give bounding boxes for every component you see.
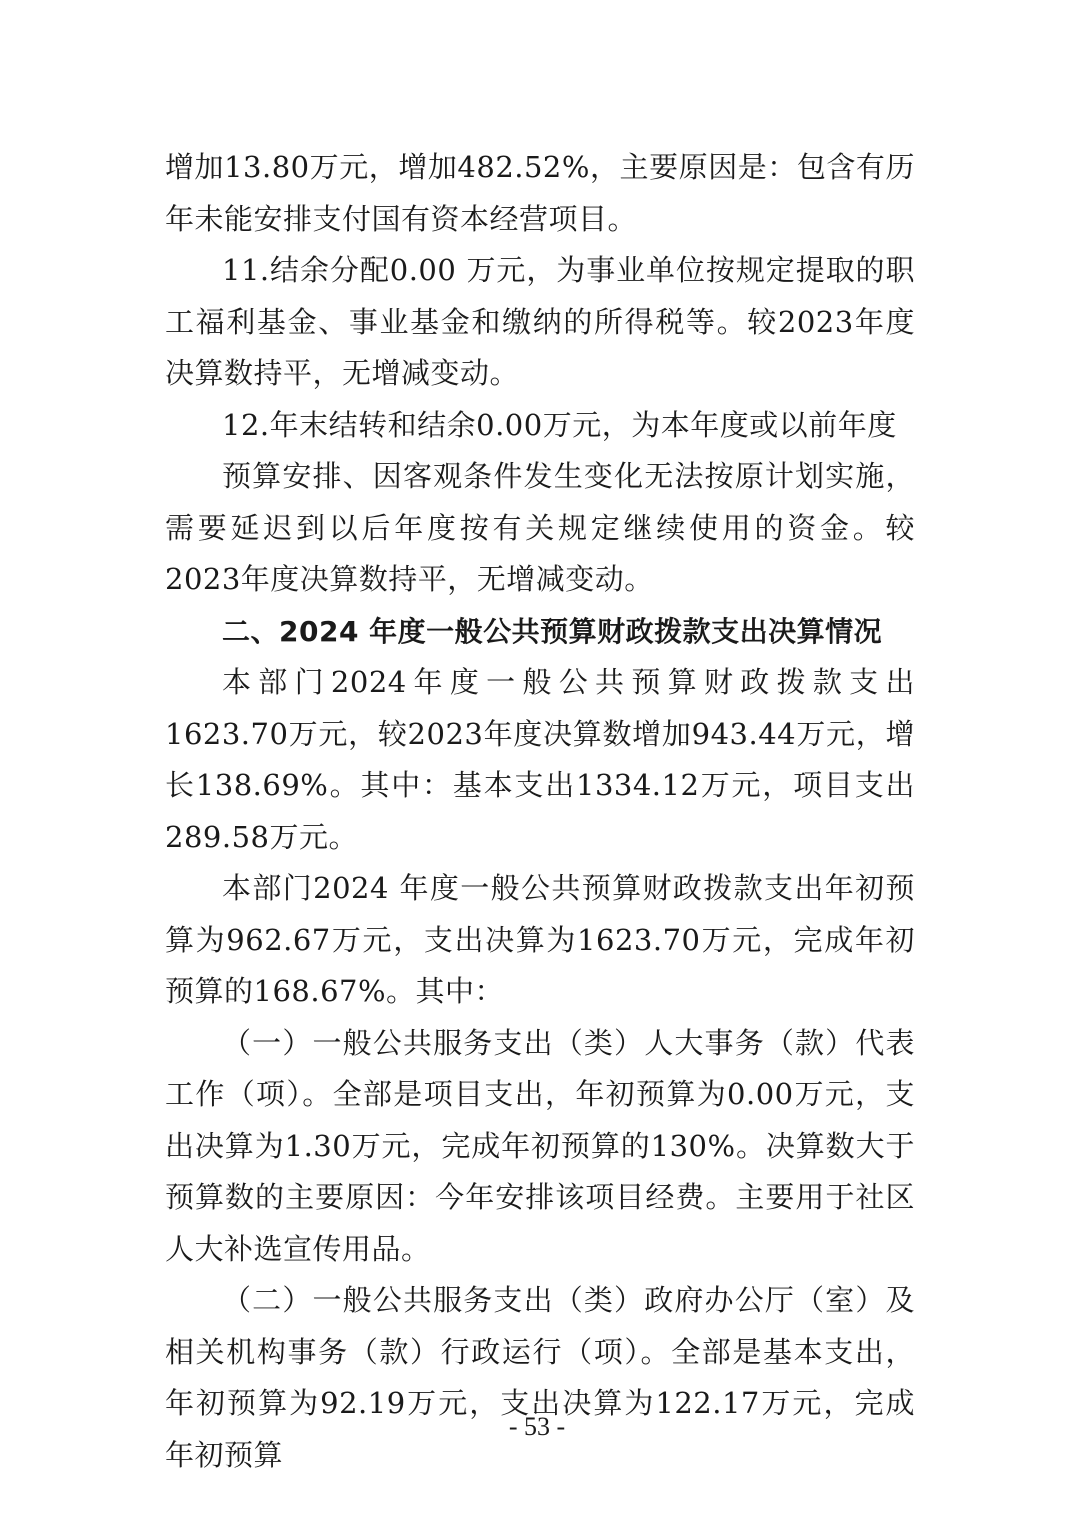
paragraph-continuation: 增加13.80万元，增加482.52%，主要原因是：包含有历年未能安排支付国有资本经营项目。 — [165, 150, 915, 236]
body-text — [165, 142, 915, 1481]
paragraph-sub-1: （一）一般公共服务支出（类）人大事务（款）代表工作（项）。全部是项目支出，年初预算为0.00万元，支出决算为1.30万元，完成年初预算的130%。决算数大于预算数的主要原因：今年安排该项目经费。主要用于社区人大补选宣传用品。 — [165, 1025, 915, 1266]
paragraph-item-11: 11.结余分配0.00 万元，为事业单位按规定提取的职工福利基金、事业基金和缴纳的所得税等。较2023年度决算数持平，无增减变动。 — [165, 253, 915, 390]
paragraph-item-12: 12.年末结转和结余0.00万元，为本年度或以前年度 — [222, 407, 897, 442]
page-number: - 53 - — [508, 1412, 566, 1441]
section-heading: 二、2024 年度一般公共预算财政拨款支出决算情况 — [222, 614, 883, 648]
paragraph-item-12-cont: 预算安排、因客观条件发生变化无法按原计划实施，需要延迟到以后年度按有关规定继续使用的资金。较2023年度决算数持平，无增减变动。 — [165, 459, 915, 596]
paragraph-summary: 本部门2024年度一般公共预算财政拨款支出1623.70万元，较2023年度决算数增加943.44万元，增长138.69%。其中：基本支出1334.12万元，项目支出289.58万元。 — [165, 665, 915, 854]
paragraph-budget: 本部门2024 年度一般公共预算财政拨款支出年初预算为962.67万元，支出决算为1623.70万元，完成年初预算的168.67%。其中： — [165, 871, 915, 1008]
paragraph-sub-2: （二）一般公共服务支出（类）政府办公厅（室）及相关机构事务（款）行政运行（项）。全部是基本支出，年初预算为92.19万元，支出决算为122.17万元，完成年初预算 — [165, 1283, 915, 1472]
